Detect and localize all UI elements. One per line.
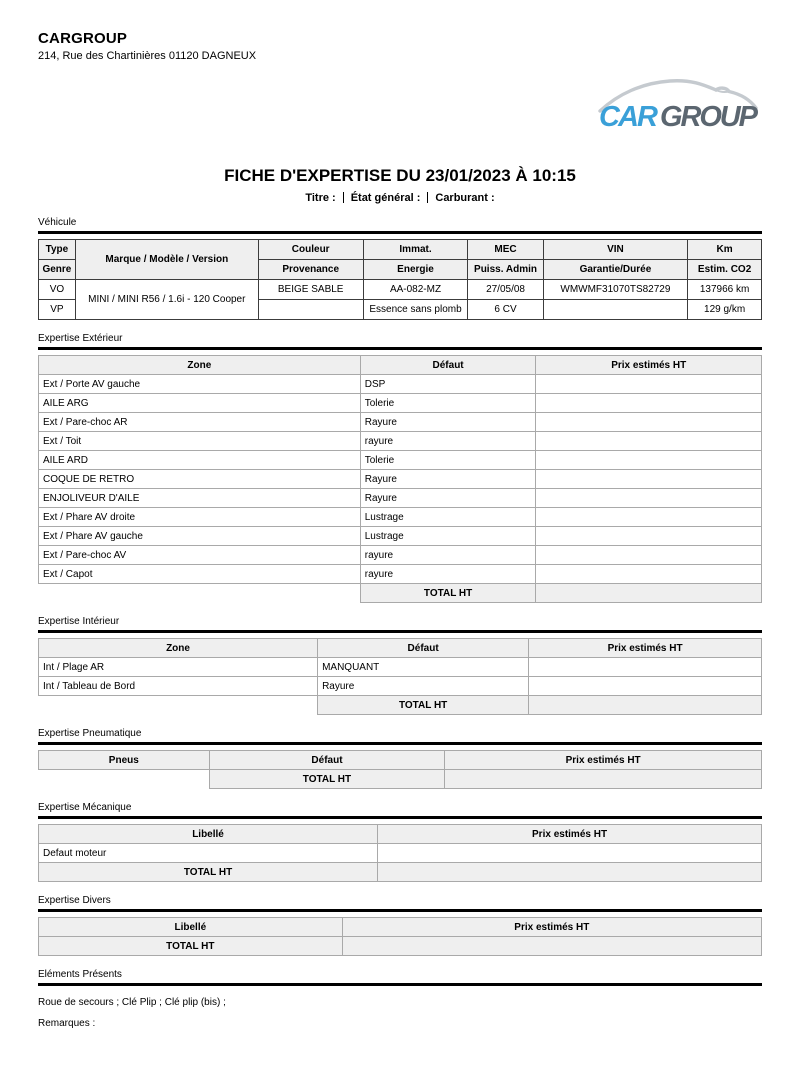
- cell-prix: [536, 508, 762, 527]
- divers-section-label: Expertise Divers: [38, 895, 762, 912]
- total-ht-value-cell: [342, 937, 761, 956]
- pneumatique-table: [38, 750, 762, 789]
- ext-header-prix: Prix estimés HT: [536, 356, 762, 375]
- pneu-header-pneus: Pneus: [39, 751, 210, 770]
- vertical-separator: [343, 192, 344, 203]
- ext-header-zone: Zone: [39, 356, 361, 375]
- section-elements-presents: [38, 969, 762, 1029]
- empty-spacer-cell: [39, 696, 318, 715]
- cell-prix: [536, 546, 762, 565]
- veh-header-vin: VIN: [543, 240, 688, 260]
- veh-header-mec: MEC: [468, 240, 543, 260]
- divers-total-row: [39, 937, 762, 956]
- elements-presents-text: Roue de secours ; Clé Plip ; Clé plip (bis) ;: [38, 997, 226, 1008]
- cell-zone: Ext / Pare-choc AR: [39, 413, 361, 432]
- table-row: [39, 375, 762, 394]
- cell-defaut: DSP: [360, 375, 536, 394]
- cell-defaut: Rayure: [318, 677, 529, 696]
- table-row: [39, 432, 762, 451]
- meca-header-libelle: Libellé: [39, 825, 378, 844]
- cell-zone: Ext / Pare-choc AV: [39, 546, 361, 565]
- cell-defaut: rayure: [360, 432, 536, 451]
- mecanique-table: [38, 824, 762, 882]
- page-title: FICHE D'EXPERTISE DU 23/01/2023 À 10:15: [224, 166, 576, 185]
- total-ht-value-cell: [529, 696, 762, 715]
- total-ht-label-cell: TOTAL HT: [318, 696, 529, 715]
- veh-header-puiss-admin: Puiss. Admin: [468, 260, 543, 280]
- pneu-header-prix: Prix estimés HT: [445, 751, 762, 770]
- divers-header-libelle: Libellé: [39, 918, 343, 937]
- veh-value-mec: 27/05/08: [468, 280, 543, 300]
- veh-header-marque: Marque / Modèle / Version: [75, 240, 258, 280]
- int-header-prix: Prix estimés HT: [529, 639, 762, 658]
- meca-header-prix: Prix estimés HT: [378, 825, 762, 844]
- cell-defaut: rayure: [360, 565, 536, 584]
- cell-prix: [536, 527, 762, 546]
- divers-header-prix: Prix estimés HT: [342, 918, 761, 937]
- cell-prix: [536, 565, 762, 584]
- mecanique-header-row: [39, 825, 762, 844]
- empty-spacer-cell: [39, 584, 361, 603]
- divers-table: [38, 917, 762, 956]
- mecanique-section-label: Expertise Mécanique: [38, 802, 762, 819]
- vehicule-section-label: Véhicule: [38, 217, 762, 234]
- cell-zone: Ext / Capot: [39, 565, 361, 584]
- veh-header-provenance: Provenance: [258, 260, 363, 280]
- cell-zone: Ext / Phare AV droite: [39, 508, 361, 527]
- cell-zone: Int / Tableau de Bord: [39, 677, 318, 696]
- veh-header-genre: Genre: [39, 260, 76, 280]
- veh-header-energie: Energie: [363, 260, 468, 280]
- cell-prix: [536, 394, 762, 413]
- mecanique-total-row: [39, 863, 762, 882]
- veh-value-km: 137966 km: [688, 280, 762, 300]
- total-ht-value-cell: [536, 584, 762, 603]
- veh-value-immat: AA-082-MZ: [363, 280, 468, 300]
- interieur-total-row: [39, 696, 762, 715]
- subtitle-carburant-label: Carburant :: [435, 192, 495, 204]
- veh-header-km: Km: [688, 240, 762, 260]
- section-expertise-mecanique: [38, 802, 762, 882]
- int-header-defaut: Défaut: [318, 639, 529, 658]
- cell-defaut: Tolerie: [360, 451, 536, 470]
- section-expertise-pneumatique: [38, 728, 762, 789]
- table-row: [39, 394, 762, 413]
- pneumatique-section-label: Expertise Pneumatique: [38, 728, 762, 745]
- veh-value-provenance: [258, 300, 363, 320]
- total-ht-label-cell: TOTAL HT: [209, 770, 445, 789]
- table-row: [39, 451, 762, 470]
- total-ht-value-cell: [378, 863, 762, 882]
- company-name: CARGROUP: [38, 30, 128, 47]
- veh-header-garantie: Garantie/Durée: [543, 260, 688, 280]
- table-row: [39, 413, 762, 432]
- cell-zone: Int / Plage AR: [39, 658, 318, 677]
- total-ht-label-cell: TOTAL HT: [39, 863, 378, 882]
- exterieur-total-row: [39, 584, 762, 603]
- vehicule-header-row-1: [39, 240, 762, 260]
- section-expertise-divers: [38, 895, 762, 956]
- total-ht-value-cell: [445, 770, 762, 789]
- cell-prix: [536, 451, 762, 470]
- cell-defaut: Rayure: [360, 413, 536, 432]
- cell-defaut: rayure: [360, 546, 536, 565]
- empty-spacer-cell: [39, 770, 210, 789]
- table-row: [39, 677, 762, 696]
- cell-zone: AILE ARG: [39, 394, 361, 413]
- table-row: [39, 546, 762, 565]
- vehicule-data-row-1: [39, 280, 762, 300]
- cell-defaut: MANQUANT: [318, 658, 529, 677]
- subtitle-etat-general-label: État général :: [350, 192, 421, 204]
- veh-value-puiss-admin: 6 CV: [468, 300, 543, 320]
- cell-zone: COQUE DE RETRO: [39, 470, 361, 489]
- table-row: [39, 527, 762, 546]
- cell-prix: [536, 470, 762, 489]
- veh-header-estim-co2: Estim. CO2: [688, 260, 762, 280]
- elements-section-label: Eléments Présents: [38, 969, 762, 986]
- subtitle: [0, 192, 800, 204]
- cell-prix: [536, 489, 762, 508]
- cell-prix: [529, 677, 762, 696]
- company-address: 214, Rue des Chartinières 01120 DAGNEUX: [38, 50, 257, 62]
- cell-libelle: Defaut moteur: [39, 844, 378, 863]
- veh-value-vin: WMWMF31070TS82729: [543, 280, 688, 300]
- cell-zone: Ext / Toit: [39, 432, 361, 451]
- cell-defaut: Tolerie: [360, 394, 536, 413]
- logo-text-group: GROUP: [660, 101, 758, 133]
- section-vehicule: [38, 217, 762, 320]
- veh-header-type: Type: [39, 240, 76, 260]
- logo-text-car: CAR: [599, 101, 658, 133]
- cell-defaut: Rayure: [360, 489, 536, 508]
- veh-value-genre: VP: [39, 300, 76, 320]
- exterieur-header-row: [39, 356, 762, 375]
- remarques-label: Remarques :: [38, 1018, 96, 1029]
- veh-value-marque: MINI / MINI R56 / 1.6i - 120 Cooper: [75, 280, 258, 320]
- exterieur-section-label: Expertise Extérieur: [38, 333, 762, 350]
- veh-header-immat: Immat.: [363, 240, 468, 260]
- veh-header-couleur: Couleur: [258, 240, 363, 260]
- ext-header-defaut: Défaut: [360, 356, 536, 375]
- cell-zone: ENJOLIVEUR D'AILE: [39, 489, 361, 508]
- cell-defaut: Rayure: [360, 470, 536, 489]
- pneumatique-total-row: [39, 770, 762, 789]
- table-row: [39, 470, 762, 489]
- section-expertise-exterieur: [38, 333, 762, 603]
- interieur-section-label: Expertise Intérieur: [38, 616, 762, 633]
- veh-value-estim-co2: 129 g/km: [688, 300, 762, 320]
- pneu-header-defaut: Défaut: [209, 751, 445, 770]
- cell-prix: [378, 844, 762, 863]
- subtitle-titre-label: Titre :: [305, 192, 336, 204]
- total-ht-label-cell: TOTAL HT: [39, 937, 343, 956]
- cargroup-logo: [592, 74, 764, 136]
- vehicule-table: [38, 239, 762, 320]
- table-row: [39, 658, 762, 677]
- table-row: [39, 844, 762, 863]
- pneumatique-header-row: [39, 751, 762, 770]
- interieur-table: [38, 638, 762, 715]
- section-expertise-interieur: [38, 616, 762, 715]
- cell-defaut: Lustrage: [360, 508, 536, 527]
- veh-value-energie: Essence sans plomb: [363, 300, 468, 320]
- table-row: [39, 489, 762, 508]
- table-row: [39, 565, 762, 584]
- cell-zone: Ext / Porte AV gauche: [39, 375, 361, 394]
- exterieur-table: [38, 355, 762, 603]
- veh-value-type: VO: [39, 280, 76, 300]
- total-ht-label-cell: TOTAL HT: [360, 584, 536, 603]
- cell-zone: AILE ARD: [39, 451, 361, 470]
- veh-value-couleur: BEIGE SABLE: [258, 280, 363, 300]
- vertical-separator: [427, 192, 428, 203]
- interieur-header-row: [39, 639, 762, 658]
- divers-header-row: [39, 918, 762, 937]
- cell-prix: [529, 658, 762, 677]
- veh-value-garantie: [543, 300, 688, 320]
- cell-defaut: Lustrage: [360, 527, 536, 546]
- table-row: [39, 508, 762, 527]
- cell-prix: [536, 413, 762, 432]
- cell-zone: Ext / Phare AV gauche: [39, 527, 361, 546]
- cell-prix: [536, 432, 762, 451]
- int-header-zone: Zone: [39, 639, 318, 658]
- cell-prix: [536, 375, 762, 394]
